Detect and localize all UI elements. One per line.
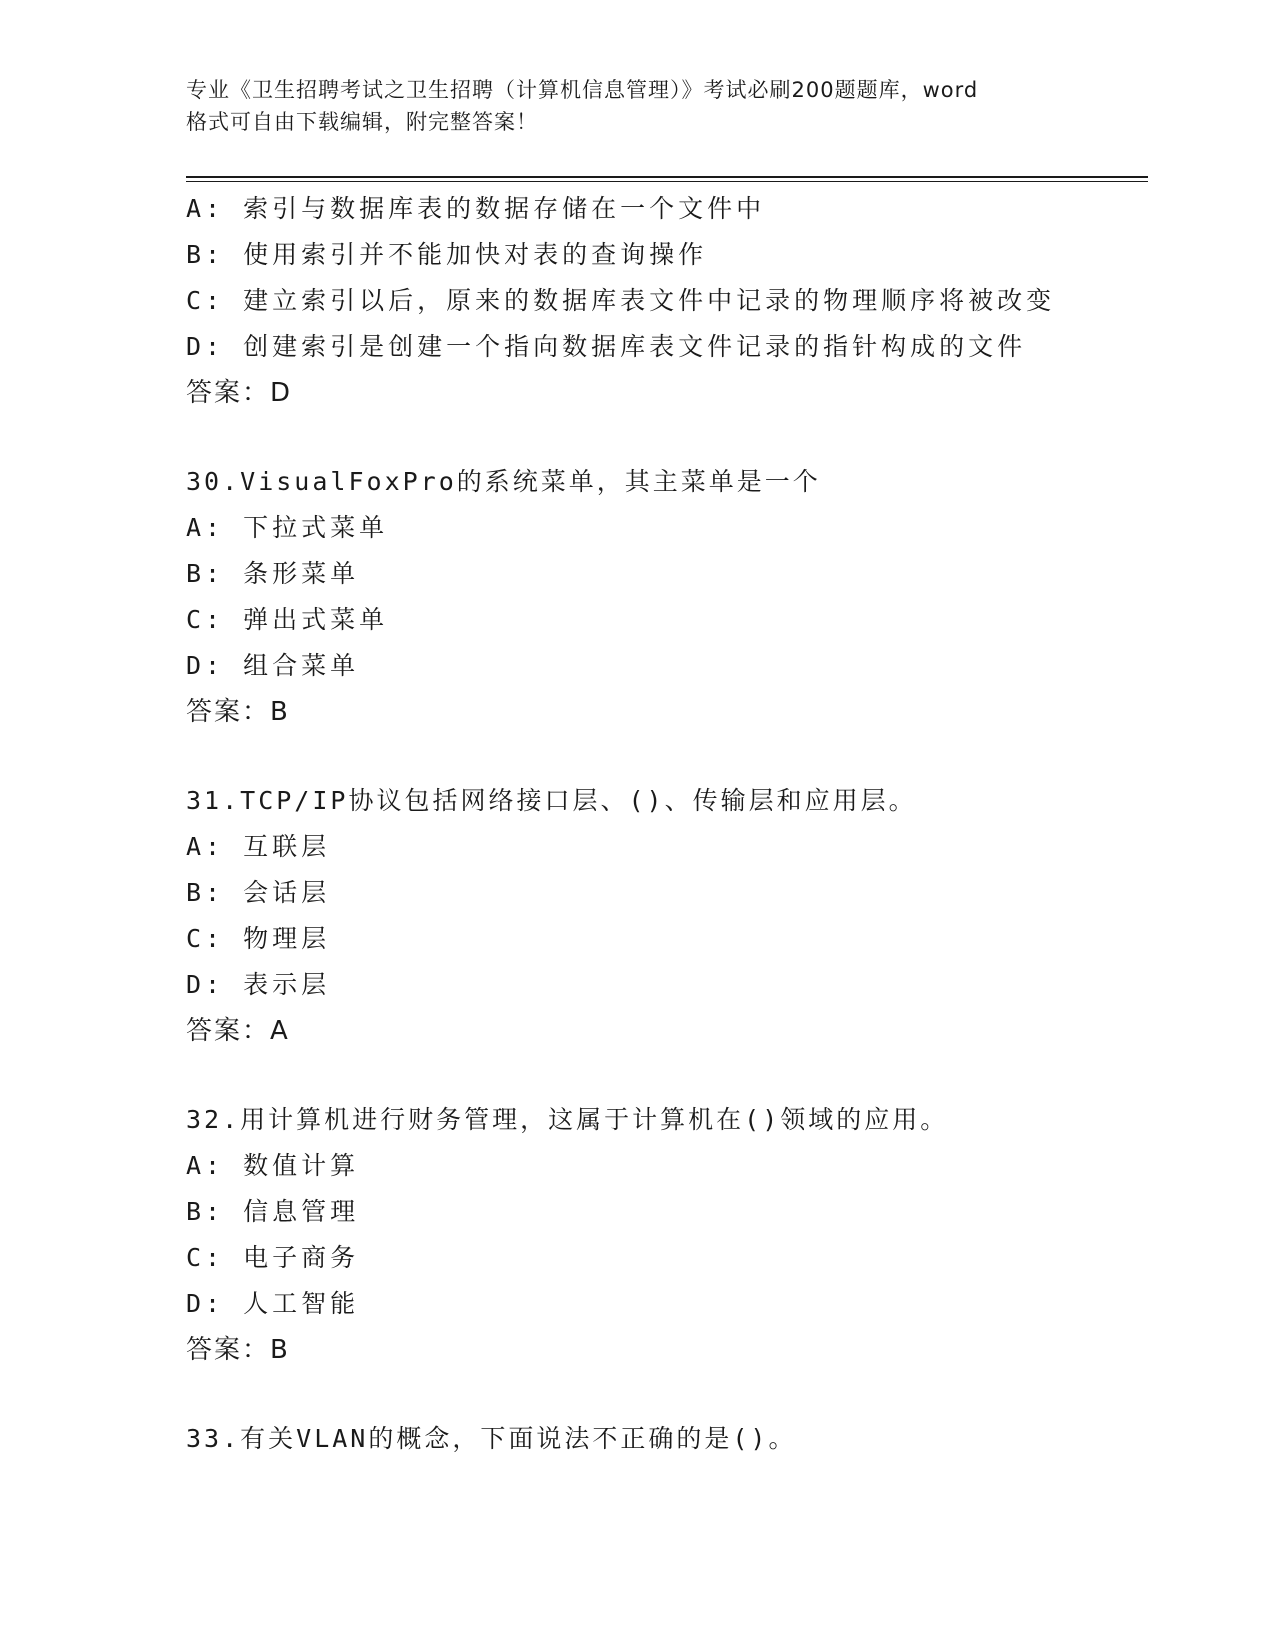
option-a: A: 互联层 bbox=[186, 832, 331, 861]
header-title-line1: 专业《卫生招聘考试之卫生招聘（计算机信息管理）》考试必刷200题题库，word bbox=[186, 78, 979, 102]
option-a: A: 数值计算 bbox=[186, 1151, 360, 1180]
question-text: 32.用计算机进行财务管理，这属于计算机在()领域的应用。 bbox=[186, 1105, 949, 1134]
option-b: B: 会话层 bbox=[186, 878, 331, 907]
question-block-32 bbox=[186, 1097, 1148, 1373]
option-d: D: 组合菜单 bbox=[186, 651, 360, 680]
option-d: D: 表示层 bbox=[186, 970, 331, 999]
question-block-33 bbox=[186, 1416, 1148, 1462]
question-text: 31.TCP/IP协议包括网络接口层、()、传输层和应用层。 bbox=[186, 786, 917, 815]
option-b: B: 信息管理 bbox=[186, 1197, 360, 1226]
question-block-31 bbox=[186, 778, 1148, 1054]
header-divider-thick bbox=[186, 176, 1148, 178]
header-title-line2: 格式可自由下载编辑，附完整答案！ bbox=[186, 110, 538, 134]
spacer bbox=[186, 416, 1148, 459]
option-d: D: 创建索引是创建一个指向数据库表文件记录的指针构成的文件 bbox=[186, 332, 1027, 361]
question-block-30 bbox=[186, 459, 1148, 735]
header-divider-thin bbox=[186, 181, 1148, 182]
answer-line: 答案：A bbox=[186, 1016, 290, 1046]
question-list bbox=[186, 186, 1148, 1462]
option-c: C: 电子商务 bbox=[186, 1243, 360, 1272]
option-b: B: 使用索引并不能加快对表的查询操作 bbox=[186, 240, 708, 269]
answer-line: 答案：D bbox=[186, 378, 293, 408]
question-block-29 bbox=[186, 186, 1148, 416]
option-d: D: 人工智能 bbox=[186, 1289, 360, 1318]
spacer bbox=[186, 735, 1148, 778]
question-text: 33.有关VLAN的概念，下面说法不正确的是()。 bbox=[186, 1424, 797, 1453]
question-text: 30.VisualFoxPro的系统菜单，其主菜单是一个 bbox=[186, 467, 821, 496]
answer-line: 答案：B bbox=[186, 697, 290, 727]
option-c: C: 弹出式菜单 bbox=[186, 605, 389, 634]
document-header bbox=[186, 74, 1086, 138]
spacer bbox=[186, 1373, 1148, 1416]
option-a: A: 下拉式菜单 bbox=[186, 513, 389, 542]
spacer bbox=[186, 1054, 1148, 1097]
option-c: C: 建立索引以后，原来的数据库表文件中记录的物理顺序将被改变 bbox=[186, 286, 1056, 315]
option-c: C: 物理层 bbox=[186, 924, 331, 953]
option-b: B: 条形菜单 bbox=[186, 559, 360, 588]
answer-line: 答案：B bbox=[186, 1335, 290, 1365]
option-a: A: 索引与数据库表的数据存储在一个文件中 bbox=[186, 194, 766, 223]
